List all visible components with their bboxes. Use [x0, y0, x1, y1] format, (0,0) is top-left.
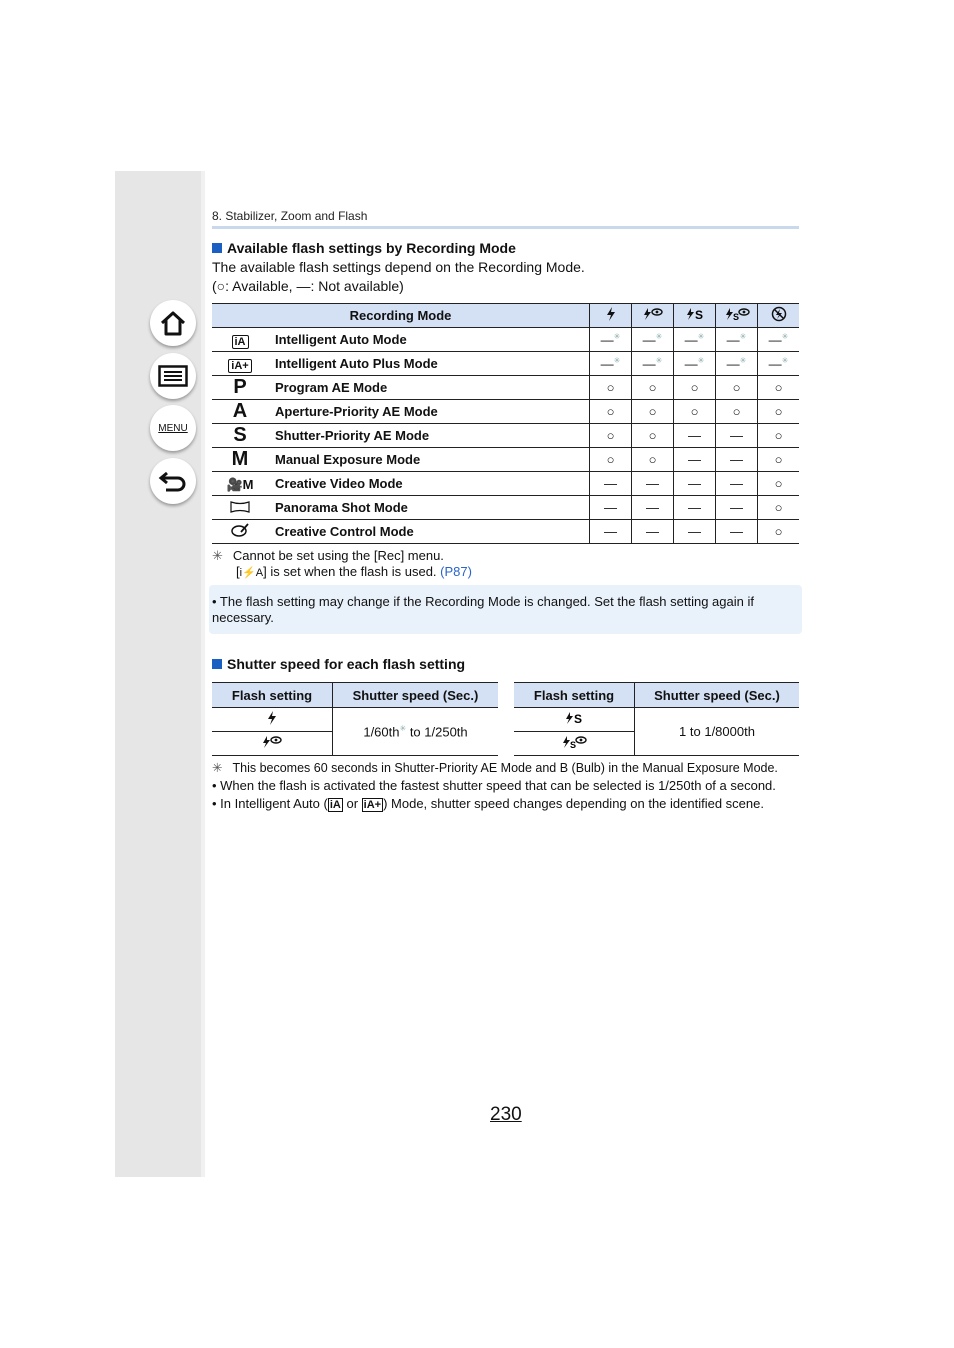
mode-name: Creative Video Mode [268, 472, 590, 496]
section-title-shutter-speed: Shutter speed for each flash setting [212, 656, 465, 672]
menu-label: MENU [158, 422, 188, 434]
table-row [212, 448, 799, 472]
intelligent-auto-icon: iA [329, 799, 341, 811]
availability-cell: ○ [716, 400, 758, 424]
flash-settings-table [212, 303, 799, 544]
table-row [212, 376, 799, 400]
bullet-square-icon [212, 243, 222, 253]
table-row [212, 400, 799, 424]
flash-forced-on-icon [590, 304, 632, 328]
availability-cell: ○ [632, 400, 674, 424]
availability-cell: — [674, 472, 716, 496]
page-link-p87[interactable]: (P87) [440, 564, 472, 579]
table-row [212, 352, 799, 376]
home-icon [159, 310, 187, 336]
availability-cell: ○ [758, 400, 800, 424]
creative-control-icon [212, 520, 268, 544]
availability-cell: ○ [632, 448, 674, 472]
flash-forced-on-red-eye-icon [212, 732, 333, 756]
flash-forced-on-icon [212, 708, 333, 732]
bullet-note: • In Intelligent Auto ( iA or iA+ ) Mode, shutter speed changes depending on the identified scene. [212, 796, 764, 811]
shutter-notes [212, 759, 802, 814]
availability-cell: ○ [758, 376, 800, 400]
back-arrow-icon [158, 469, 188, 493]
availability-cell: ○ [674, 376, 716, 400]
flash-setting-header: Flash setting [212, 683, 333, 708]
availability-cell: — [674, 424, 716, 448]
shutter-table-right [514, 682, 799, 756]
shutter-speed-value: 1 to 1/8000th [635, 708, 800, 756]
availability-cell: ○ [758, 448, 800, 472]
availability-cell: —✳ [632, 352, 674, 376]
mode-name: Shutter-Priority AE Mode [268, 424, 590, 448]
availability-cell: ○ [590, 376, 632, 400]
availability-cell: ○ [590, 448, 632, 472]
intelligent-auto-icon: iA [212, 328, 268, 352]
creative-video-icon: 🎥M [212, 472, 268, 496]
slow-sync-red-eye-icon [716, 304, 758, 328]
svg-text:S: S [574, 712, 583, 725]
availability-cell: — [716, 496, 758, 520]
availability-cell: — [590, 520, 632, 544]
bullet-note: • When the flash is activated the fastest shutter speed that can be selected is 1/250th of a second. [212, 778, 776, 793]
shutter-speed-header: Shutter speed (Sec.) [333, 683, 499, 708]
mode-name: Panorama Shot Mode [268, 496, 590, 520]
section-description: The available flash settings depend on the Recording Mode. [212, 259, 585, 275]
mode-name: Program AE Mode [268, 376, 590, 400]
panorama-icon [212, 496, 268, 520]
slow-sync-icon [674, 304, 716, 328]
shutter-speed-header: Shutter speed (Sec.) [635, 683, 800, 708]
list-icon [158, 365, 188, 387]
mode-name: Intelligent Auto Plus Mode [268, 352, 590, 376]
svg-text:S: S [694, 308, 703, 321]
aperture-priority-icon: A [212, 400, 268, 424]
table-row [212, 520, 799, 544]
availability-cell: ○ [758, 520, 800, 544]
mode-name: Intelligent Auto Mode [268, 328, 590, 352]
availability-cell: ○ [758, 496, 800, 520]
footnote-line-2: [i⚡A] is set when the flash is used. (P87) [236, 564, 472, 579]
info-text: • The flash setting may change if the Recording Mode is changed. Set the flash setting again if necessary. [212, 594, 754, 625]
availability-cell: ○ [632, 376, 674, 400]
menu-button[interactable] [150, 405, 196, 451]
availability-cell: —✳ [758, 328, 800, 352]
legend-text: (○: Available, —: Not available) [212, 278, 404, 294]
availability-cell: —✳ [716, 352, 758, 376]
availability-cell: — [632, 520, 674, 544]
slow-sync-red-eye-icon [514, 732, 635, 756]
availability-cell: ○ [632, 424, 674, 448]
availability-cell: —✳ [674, 328, 716, 352]
availability-cell: — [716, 448, 758, 472]
availability-cell: ○ [674, 400, 716, 424]
intelligent-auto-plus-icon: iA+ [363, 799, 382, 811]
shutter-priority-icon: S [212, 424, 268, 448]
shutter-speed-value: 1/60th✳ to 1/250th [333, 708, 499, 756]
footnote-block [212, 548, 472, 579]
availability-cell: — [632, 496, 674, 520]
availability-cell: ○ [716, 376, 758, 400]
availability-cell: — [716, 424, 758, 448]
mode-name: Creative Control Mode [268, 520, 590, 544]
availability-cell: ○ [590, 424, 632, 448]
availability-cell: —✳ [590, 328, 632, 352]
table-row [212, 472, 799, 496]
header-divider [212, 226, 799, 229]
svg-text:S: S [570, 740, 577, 749]
recording-mode-header: Recording Mode [212, 304, 590, 328]
table-row [212, 424, 799, 448]
availability-cell: ○ [758, 472, 800, 496]
auto-flash-icon: i⚡A [239, 567, 264, 579]
flash-setting-header: Flash setting [514, 683, 635, 708]
availability-cell: — [716, 472, 758, 496]
flash-forced-off-icon [758, 304, 800, 328]
availability-cell: —✳ [674, 352, 716, 376]
shutter-table-left [212, 682, 498, 756]
contents-button[interactable] [150, 353, 196, 399]
availability-cell: —✳ [758, 352, 800, 376]
intelligent-auto-plus-icon: iA+ [212, 352, 268, 376]
footnote-line: ✳ This becomes 60 seconds in Shutter-Priority AE Mode and B (Bulb) in the Manual Exposure Mode. [212, 761, 778, 775]
availability-cell: —✳ [716, 328, 758, 352]
availability-cell: — [674, 520, 716, 544]
sidebar-edge [201, 171, 205, 1177]
flash-forced-on-red-eye-icon [632, 304, 674, 328]
availability-cell: — [674, 496, 716, 520]
info-box [209, 585, 802, 634]
slow-sync-icon [514, 708, 635, 732]
availability-cell: — [632, 472, 674, 496]
page-number: 230 [490, 1104, 522, 1125]
home-button[interactable] [150, 300, 196, 346]
breadcrumb: 8. Stabilizer, Zoom and Flash [212, 209, 368, 223]
back-button[interactable] [150, 458, 196, 504]
program-ae-icon: P [212, 376, 268, 400]
manual-exposure-icon: M [212, 448, 268, 472]
mode-name: Manual Exposure Mode [268, 448, 590, 472]
availability-cell: —✳ [632, 328, 674, 352]
mode-name: Aperture-Priority AE Mode [268, 400, 590, 424]
section-title-flash-settings: Available flash settings by Recording Mode [212, 240, 516, 256]
availability-cell: — [674, 448, 716, 472]
availability-cell: ○ [758, 424, 800, 448]
availability-cell: — [716, 520, 758, 544]
availability-cell: —✳ [590, 352, 632, 376]
availability-cell: — [590, 472, 632, 496]
footnote-line: ✳ Cannot be set using the [Rec] menu. [212, 548, 444, 563]
table-row [212, 496, 799, 520]
svg-text:S: S [732, 312, 739, 321]
availability-cell: ○ [590, 400, 632, 424]
table-row [212, 328, 799, 352]
availability-cell: — [590, 496, 632, 520]
bullet-square-icon [212, 659, 222, 669]
